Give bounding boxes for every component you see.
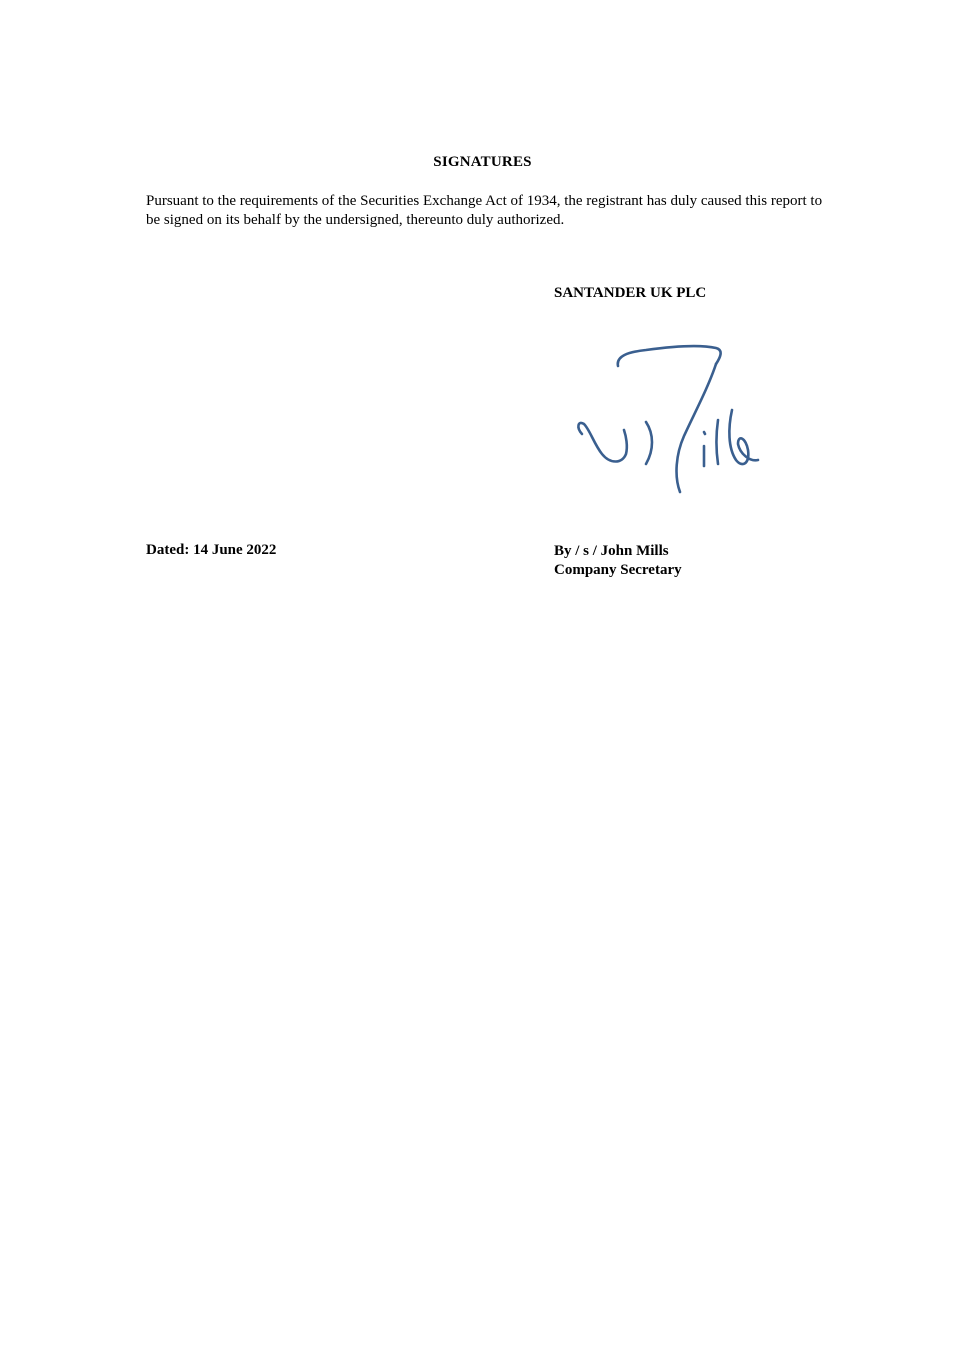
company-name: SANTANDER UK PLC — [554, 285, 707, 301]
handwritten-signature-image — [568, 336, 768, 506]
signer-title: Company Secretary — [554, 562, 682, 578]
dated-line: Dated: 14 June 2022 — [146, 542, 277, 558]
signer-byline: By / s / John Mills — [554, 543, 669, 559]
page-title: SIGNATURES — [433, 154, 532, 170]
signer-block — [554, 542, 682, 580]
authorization-paragraph: Pursuant to the requirements of the Securities Exchange Act of 1934, the registrant has duly caused this report to be signed on its behalf by the undersigned, thereunto duly authorized. — [146, 193, 823, 228]
